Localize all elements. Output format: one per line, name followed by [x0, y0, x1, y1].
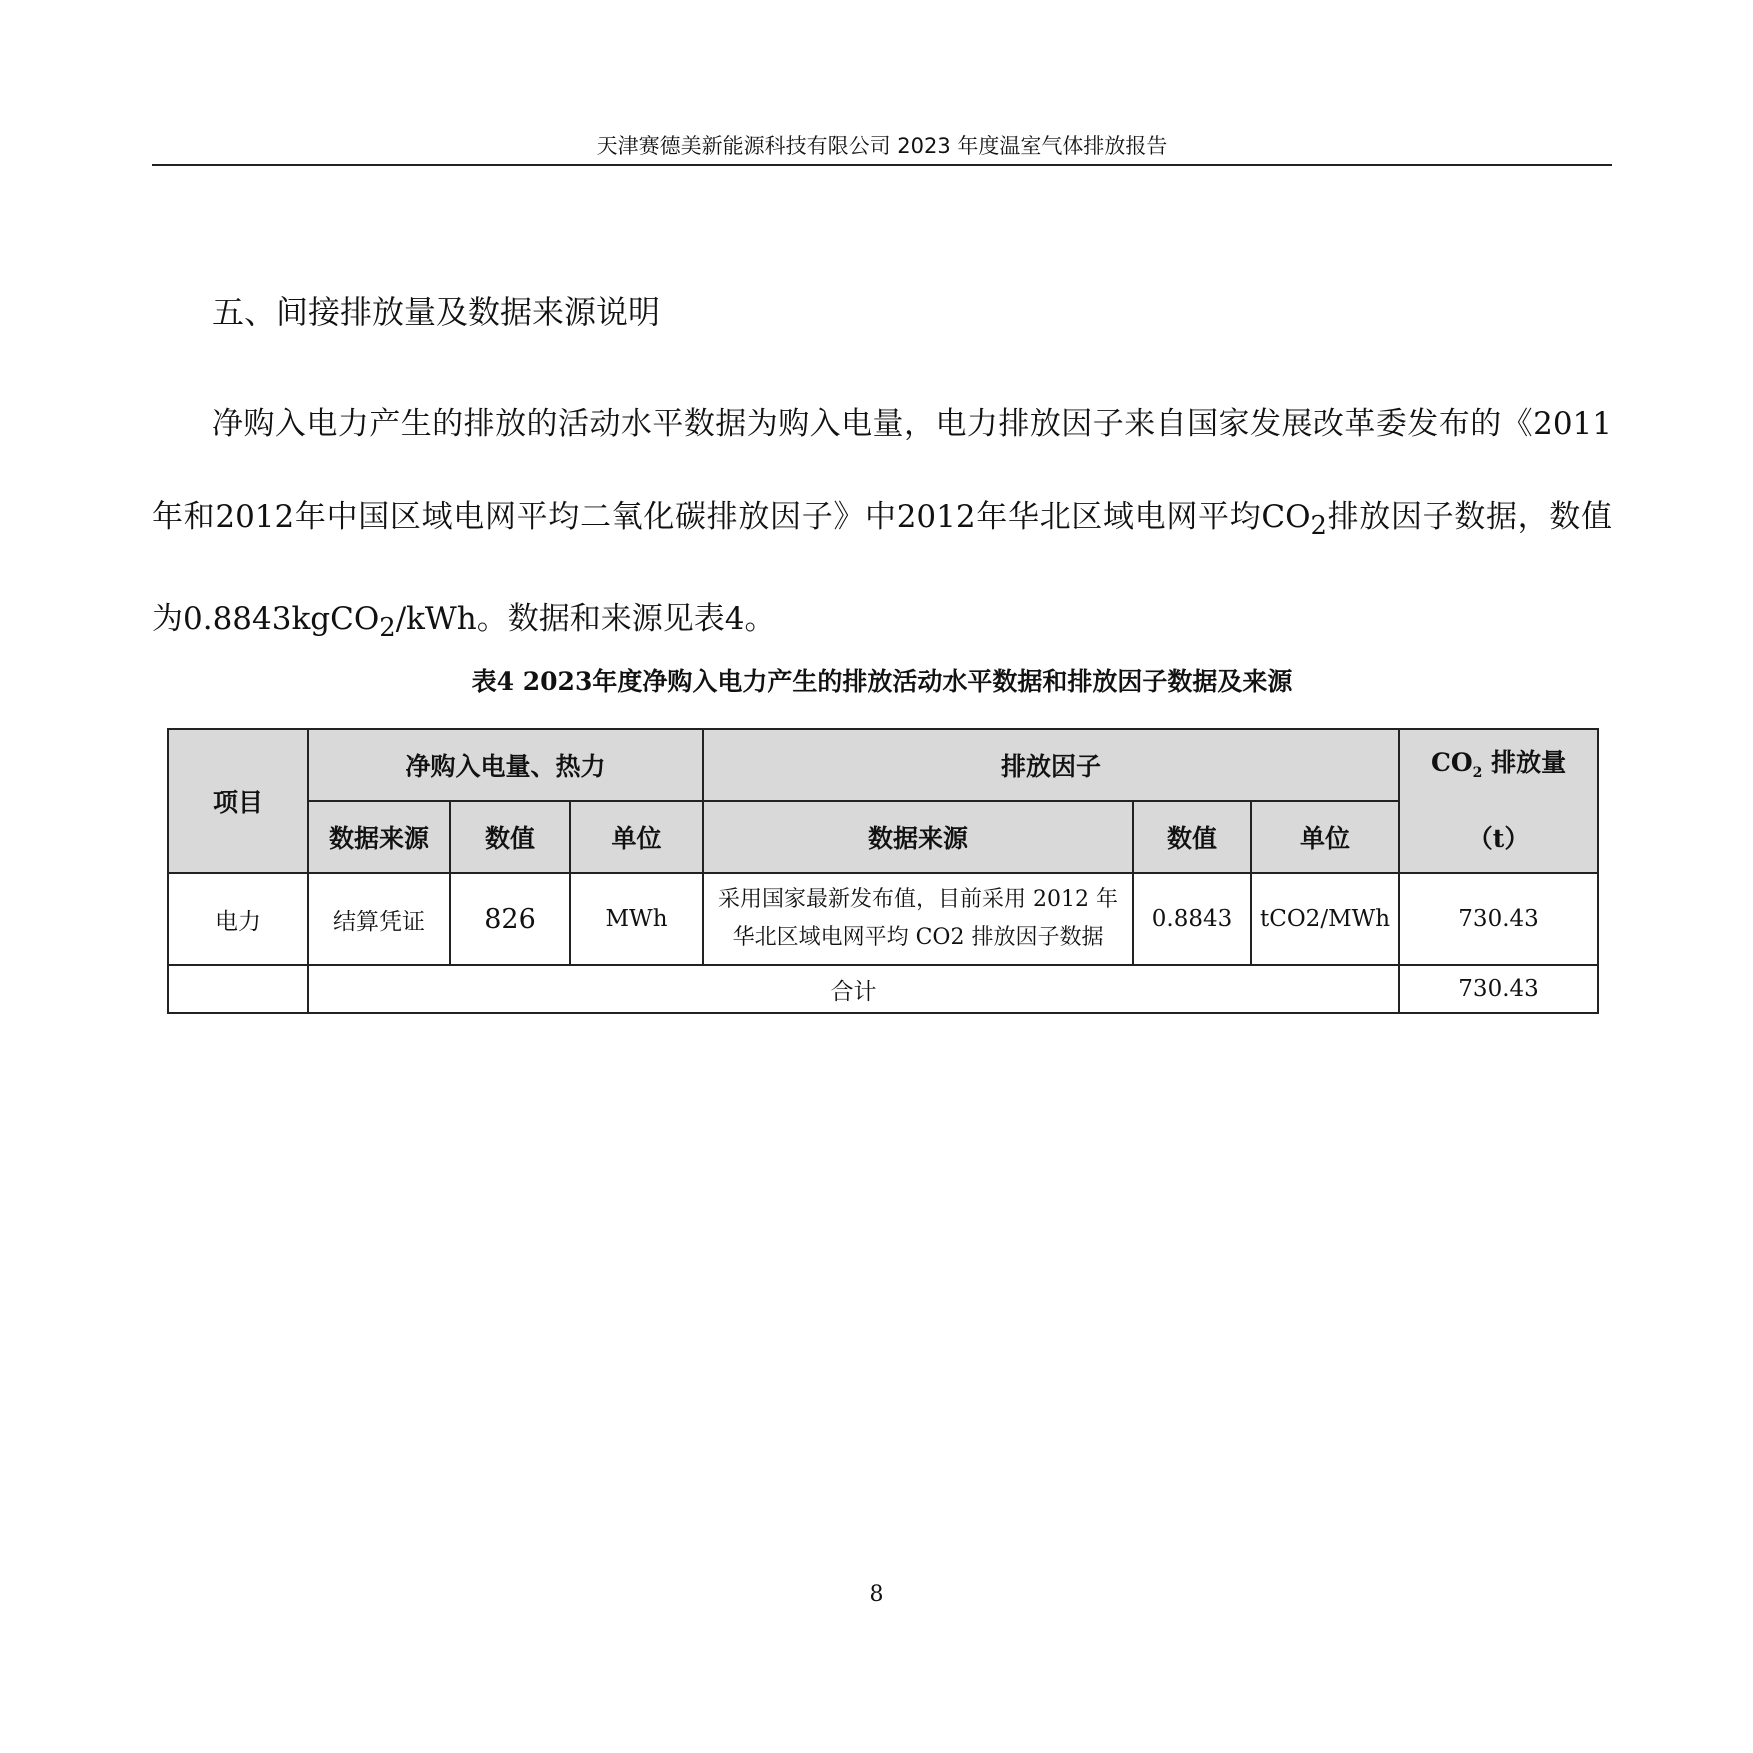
header-factor-unit: 单位	[1251, 801, 1399, 873]
header-factor-source: 数据来源	[703, 801, 1133, 873]
table-total-row	[168, 965, 1598, 1013]
header-factor-group: 排放因子	[703, 729, 1399, 801]
report-header-title: 天津赛德美新能源科技有限公司 2023 年度温室气体排放报告	[596, 134, 1168, 158]
cell-total-label: 合计	[308, 965, 1399, 1013]
table-header-row	[168, 729, 1598, 801]
header-co2-emission	[1399, 729, 1598, 873]
cell-item: 电力	[168, 873, 308, 965]
section-title: 五、间接排放量及数据来源说明	[212, 293, 661, 331]
emission-table	[167, 728, 1599, 1014]
cell-purchase-unit: MWh	[570, 873, 703, 965]
table-subheader-row	[168, 801, 1598, 873]
paragraph-text-1: 净购入电力产生的排放的活动水平数据为购入电量，电力排放因子来自国家发展改革委发布的《2011年和2012年中国区域电网平均二氧化碳排放因子》中2012年华北区域电网平均	[152, 406, 1612, 535]
co2-formula	[1261, 499, 1327, 542]
report-header	[152, 128, 1612, 166]
header-purchase-group: 净购入电量、热力	[308, 729, 703, 801]
paragraph-text-3: /kWh。数据和来源见表4。	[395, 601, 776, 638]
header-co2-rest: 排放量	[1482, 748, 1567, 777]
header-co2-unit: （t）	[1467, 824, 1530, 853]
co2-subscript: 2	[379, 613, 396, 644]
body-paragraph	[152, 378, 1612, 675]
cell-total-empty	[168, 965, 308, 1013]
header-co2-sub: 2	[1472, 765, 1483, 781]
header-purchase-source: 数据来源	[308, 801, 450, 873]
co2-subscript: 2	[1310, 511, 1327, 542]
co2-formula	[330, 601, 396, 644]
table-caption: 表4 2023年度净购入电力产生的排放活动水平数据和排放因子数据及来源	[471, 667, 1293, 696]
header-co2-label	[1406, 730, 1591, 806]
co2-co: CO	[330, 601, 380, 638]
table-row	[168, 873, 1598, 965]
cell-factor-source: 采用国家最新发布值，目前采用 2012 年华北区域电网平均 CO2 排放因子数据	[703, 873, 1133, 965]
co2-co: CO	[1261, 499, 1311, 535]
header-co2-co: CO	[1430, 748, 1473, 777]
page-number: 8	[869, 1582, 884, 1607]
paragraph-text-2: 排放因子数据，数值为0.8843kg	[152, 499, 1612, 638]
cell-factor-value: 0.8843	[1133, 873, 1251, 965]
header-purchase-value: 数值	[450, 801, 570, 873]
cell-factor-unit: tCO2/MWh	[1251, 873, 1399, 965]
cell-co2: 730.43	[1399, 873, 1598, 965]
header-purchase-unit: 单位	[570, 801, 703, 873]
cell-purchase-value: 826	[450, 873, 570, 965]
cell-total-value: 730.43	[1399, 965, 1598, 1013]
header-item: 项目	[168, 729, 308, 873]
cell-purchase-source: 结算凭证	[308, 873, 450, 965]
header-factor-value: 数值	[1133, 801, 1251, 873]
